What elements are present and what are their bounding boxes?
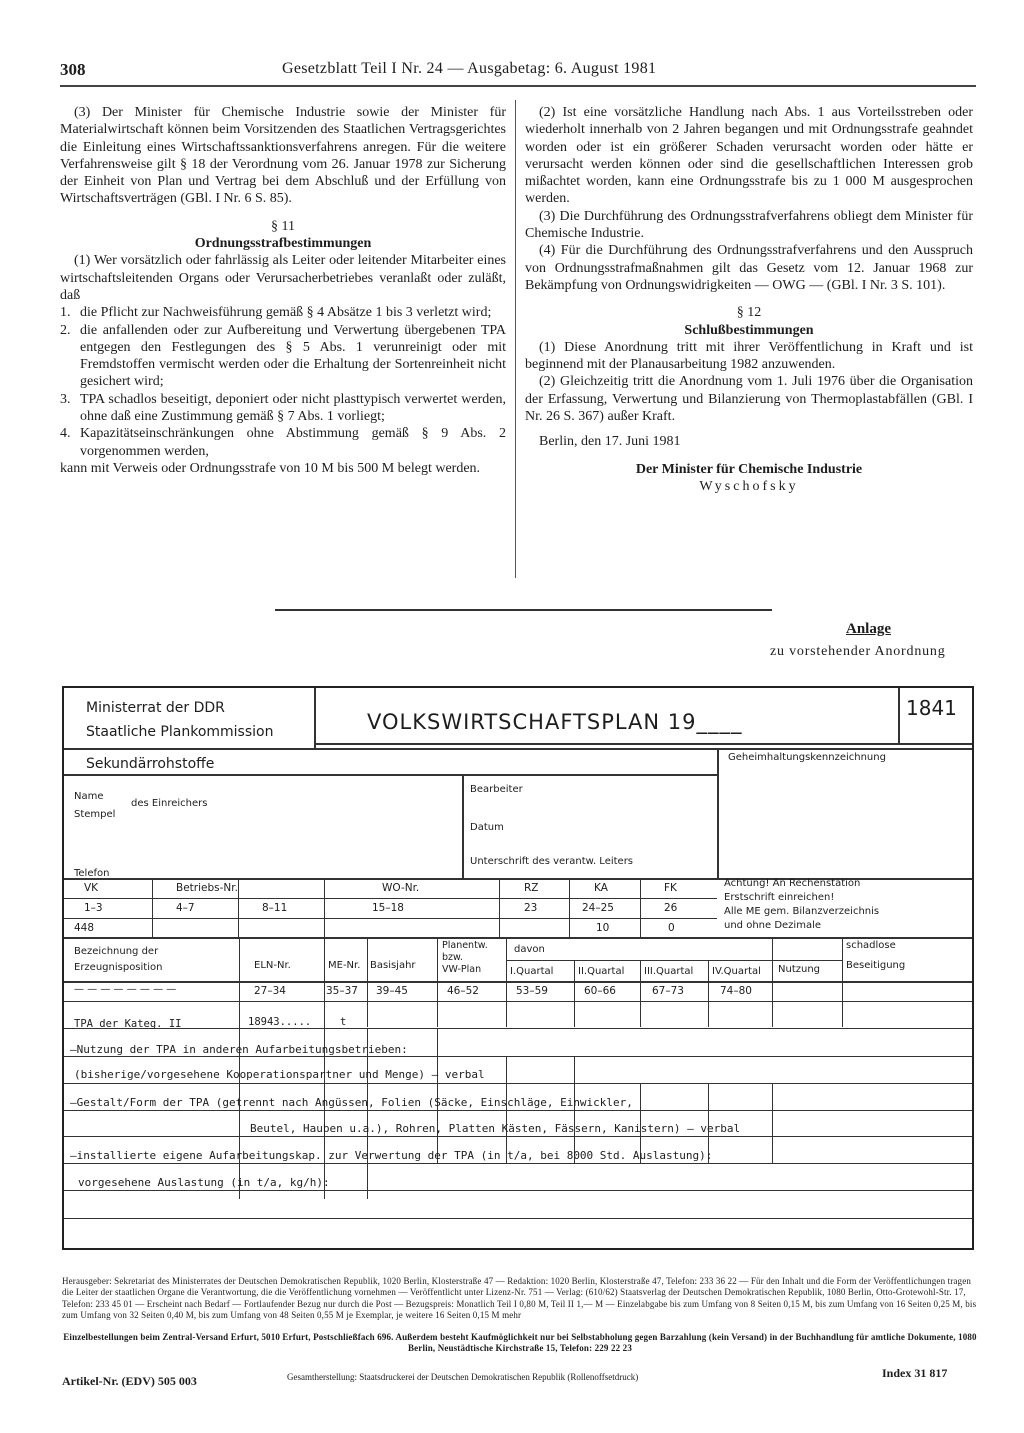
paragraph-4: (4) Für die Durchführung des Ordnungsstrafverfahrens und den Ausspruch von Ordnungsstrafmaßnahmen gilt das Gesetz vom 12. Januar 1968 zur Bekämpfung von Ordnungswidrigkeiten — OWG — (GBl. I Nr. 3 S. 101). <box>525 243 973 293</box>
value-rz: 23 <box>524 902 538 914</box>
value-448: 448 <box>74 922 95 934</box>
col-bzw: bzw. <box>442 952 463 963</box>
list-item-number: 3. <box>60 391 71 407</box>
col-q4: IV.Quartal <box>712 966 761 977</box>
form-number: 1841 <box>906 696 957 720</box>
line-beutel: Beutel, Hauben u.a.), Rohren, Platten Kästen, Fässern, Kanistern) — verbal <box>250 1122 741 1135</box>
stempel-label: Stempel <box>74 809 116 820</box>
secrecy-label: Geheimhaltungskennzeichnung <box>728 752 886 763</box>
section-11-paragraph-1: (1) Wer vorsätzlich oder fahrlässig als Leiter oder leitender Mitarbeiter eines wirtschaftsleitenden Organs oder Verursacherbetriebes veranlaßt oder zuläßt, daß <box>60 253 506 303</box>
signatory-name: Wyschofsky <box>699 478 799 494</box>
column-divider <box>515 100 516 578</box>
section-12-paragraph-2: (2) Gleichzeitig tritt die Anordnung vom 1. Juli 1976 über die Organisation der Erfassung, Verwertung und Bilanzierung von Thermoplastabfällen (GBl. I Nr. 26 S. 367) außer Kraft. <box>525 374 973 425</box>
section-12-number: § 12 <box>736 305 762 321</box>
col-me: ME-Nr. <box>328 960 361 971</box>
index-q1: 53–59 <box>516 985 548 997</box>
signatory-title: Der Minister für Chemische Industrie <box>635 461 863 477</box>
index-q3: 67–73 <box>652 985 684 997</box>
index-dash: — — — — — — — — <box>74 984 177 995</box>
list-item <box>60 391 506 426</box>
value-ka: 24–25 <box>582 902 614 914</box>
name-label: Name <box>74 791 104 802</box>
page-number: 308 <box>60 60 86 79</box>
index-me: 35–37 <box>326 985 358 997</box>
list-item <box>60 304 506 321</box>
index-eln: 27–34 <box>254 985 286 997</box>
value-betrieb: 4–7 <box>176 902 195 914</box>
paragraph-3: (3) Der Minister für Chemische Industrie sowie der Minister für Materialwirtschaft können beim Vorsitzenden des Staatlichen Vertragsgerichtes die Einleitung eines Wirtschaftssanktionsverfahrens anregen. Für die weitere Verfahrensweise gilt § 18 der Verordnung vom 26. Januar 1978 zur Sicherung der Einheit von Plan und Vertrag bei dem Abschluß und der Erfüllung von Wirtschaftsverträgen (GBl. I Nr. 6 S. 85). <box>60 105 506 207</box>
col-vw-plan: VW-Plan <box>442 964 482 975</box>
annex-title: Anlage <box>846 621 891 637</box>
printer-info: Gesamtherstellung: Staatsdruckerei der Deutschen Demokratischen Republik (Rollenoffsetdruck) <box>287 1372 639 1382</box>
datum-label: Datum <box>470 822 504 833</box>
ka-label: KA <box>594 882 608 894</box>
line-auslastung: vorgesehene Auslastung (in t/a, kg/h): <box>78 1176 330 1189</box>
line-kooperation: (bisherige/vorgesehene Kooperationspartner und Menge) — verbal <box>74 1068 485 1081</box>
col-nutzung: Nutzung <box>778 964 821 975</box>
separator-rule <box>275 609 772 611</box>
list-item-text: die anfallenden oder zur Aufbereitung und Verwertung übergebenen TPA entgegen den Festlegungen des § 5 Abs. 1 verunreinigt oder mit Fremdstoffen vermischt werden oder die Erhaltung der Sortenreinheit nicht gesichert wird; <box>80 322 506 390</box>
value-wo: 15–18 <box>372 902 404 914</box>
article-number: Artikel-Nr. (EDV) 505 003 <box>62 1374 197 1388</box>
value-0: 0 <box>668 922 675 934</box>
tpa-label: TPA der Kateg. II <box>74 1018 182 1030</box>
line-installiert: —installierte eigene Aufarbeitungskap. zur Verwertung der TPA (in t/a, bei 8000 Std. Auslastung): <box>70 1149 713 1162</box>
col-q3: III.Quartal <box>644 966 694 977</box>
rz-label: RZ <box>524 882 539 894</box>
bearbeiter-label: Bearbeiter <box>470 784 523 795</box>
list-item-text: Kapazitätseinschränkungen ohne Abstimmung gemäß § 9 Abs. 2 vorgenommen werden, <box>80 426 506 459</box>
col-schadlose: schadlose <box>846 940 896 951</box>
col-erzeugnis: Erzeugnisposition <box>74 962 163 973</box>
value-fk: 26 <box>664 902 678 914</box>
section-11-number: § 11 <box>271 218 295 234</box>
section-label: Sekundärrohstoffe <box>86 756 215 772</box>
section-12-paragraph-1: (1) Diese Anordnung tritt mit ihrer Veröffentlichung in Kraft und ist beginnend mit der Planausarbeitung 1982 anzuwenden. <box>525 339 973 373</box>
list-item <box>60 322 506 391</box>
annex-subtitle: zu vorstehender Anordnung <box>770 644 946 659</box>
col-eln: ELN-Nr. <box>254 960 291 971</box>
col-q2: II.Quartal <box>578 966 625 977</box>
plan-form <box>62 686 974 1250</box>
imprint: Herausgeber: Sekretariat des Ministerrates der Deutschen Demokratischen Republik, 1020 Berlin, Klosterstraße 47 — Redaktion: 1020 Berlin, Klosterstraße 47, Telefon: 233 36 22 — Für den Inhalt und die Form der Veröffentlichungen tragen die Leiter der staatlichen Organe die Verantwortung, die die Veröffentlichung vornehmen — Veröffentlicht unter Lizenz-Nr. 751 — Verlag: (610/62) Staatsverlag der Deutschen Demokratischen Republik, 1080 Berlin, Otto-Grotewohl-Str. 17, Telefon: 233 45 01 — Erscheint nach Bedarf — Fortlaufender Bezug nur durch die Post — Bezugspreis: Monatlich Teil I 0,80 M, Teil II 1,— M — Einzelabgabe bis zum Umfang von 8 Seiten 0,15 M, bis zum Umfang von 16 Seiten 0,25 M, bis zum Umfang von 32 Seiten 0,40 M, bis zum Umfang von 48 Seiten 0,55 M je Exemplar, je weitere 16 Seiten 0,15 M mehr <box>62 1276 977 1321</box>
notice-line-3: Alle ME gem. Bilanzverzeichnis <box>724 906 880 917</box>
right-column <box>525 104 973 495</box>
line-nutzung: —Nutzung der TPA in anderen Aufarbeitungsbetrieben: <box>70 1043 408 1056</box>
left-column <box>60 104 506 477</box>
notice-line-1: Achtung! An Rechenstation <box>724 878 861 889</box>
tpa-eln: 18943..... <box>248 1016 312 1028</box>
signature-date: Berlin, den 17. Juni 1981 <box>539 434 681 450</box>
index-number: Index 31 817 <box>882 1366 948 1380</box>
value-10: 10 <box>596 922 610 934</box>
notice-line-2: Erstschrift einreichen! <box>724 892 835 903</box>
section-12-title: Schlußbestimmungen <box>684 322 814 338</box>
index-q2: 60–66 <box>584 985 616 997</box>
fk-label: FK <box>664 882 677 894</box>
list-item-number: 1. <box>60 305 71 321</box>
order-info: Einzelbestellungen beim Zentral-Versand Erfurt, 5010 Erfurt, Postschließfach 696. Außerdem besteht Kaufmöglichkeit nur bei Selbstabholung gegen Barzahlung (kein Versand) in der Buchhandlung für amtliche Dokumente, 1080 Berlin, Neustädtische Kirchstraße 15, Telefon: 229 22 23 <box>63 1332 977 1354</box>
list-item-text: TPA schadlos beseitigt, deponiert oder nicht plasttypisch verwertet werden, ohne daß eine Zustimmung gemäß § 7 Abs. 1 vorliegt; <box>80 391 506 425</box>
list-item-number: 4. <box>60 426 71 442</box>
plan-title: VOLKSWIRTSCHAFTSPLAN 19____ <box>367 710 743 734</box>
section-11-title: Ordnungsstrafbestimmungen <box>194 236 372 252</box>
ministry-line-2: Staatliche Plankommission <box>86 724 274 740</box>
wo-label: WO-Nr. <box>382 882 420 894</box>
paragraph-2: (2) Ist eine vorsätzliche Handlung nach Abs. 1 aus Vorteilsstreben oder wiederholt innerhalb von 2 Jahren begangen und mit Ordnungsstrafe geahndet worden oder ist ein größerer Schaden verursacht worden oder hätte er verursacht werden können oder sind die gesellschaftlichen Interessen grob mißachtet worden, kann eine Ordnungsstrafe bis zu 1 000 M ausgesprochen werden. <box>525 105 973 207</box>
list-item <box>60 425 506 460</box>
line-gestalt: —Gestalt/Form der TPA (getrennt nach Angüssen, Folien (Säcke, Einschläge, Einwickler, <box>70 1096 633 1109</box>
telefon-label: Telefon <box>74 868 110 879</box>
gazette-title: Gesetzblatt Teil I Nr. 24 — Ausgabetag: 6. August 1981 <box>282 60 657 77</box>
index-q4: 74–80 <box>720 985 752 997</box>
notice-line-4: und ohne Dezimale <box>724 920 822 931</box>
col-davon: davon <box>514 944 545 955</box>
vk-label: VK <box>84 882 99 894</box>
ministry-line-1: Ministerrat der DDR <box>86 700 225 716</box>
paragraph-3: (3) Die Durchführung des Ordnungsstrafverfahrens obliegt dem Minister für Chemische Industrie. <box>525 208 973 242</box>
value-betrieb-2: 8–11 <box>262 902 288 914</box>
col-q1: I.Quartal <box>510 966 554 977</box>
value-vk: 1–3 <box>84 902 103 914</box>
header-rule <box>60 85 976 87</box>
col-planentw: Planentw. <box>442 940 488 951</box>
closing-sentence: kann mit Verweis oder Ordnungsstrafe von 10 M bis 500 M belegt werden. <box>60 460 481 476</box>
index-plan: 46–52 <box>447 985 479 997</box>
list-item-text: die Pflicht zur Nachweisführung gemäß § 4 Absätze 1 bis 3 verletzt wird; <box>80 305 492 321</box>
col-basisjahr: Basisjahr <box>370 960 416 971</box>
betriebs-label: Betriebs-Nr. <box>176 882 238 894</box>
col-bezeichnung: Bezeichnung der <box>74 946 159 957</box>
tpa-unit: t <box>340 1016 347 1028</box>
list-item-number: 2. <box>60 322 71 338</box>
index-basis: 39–45 <box>376 985 408 997</box>
col-beseitigung: Beseitigung <box>846 960 906 971</box>
unterschrift-label: Unterschrift des verantw. Leiters <box>470 856 634 867</box>
einreicher-label: des Einreichers <box>131 798 208 809</box>
